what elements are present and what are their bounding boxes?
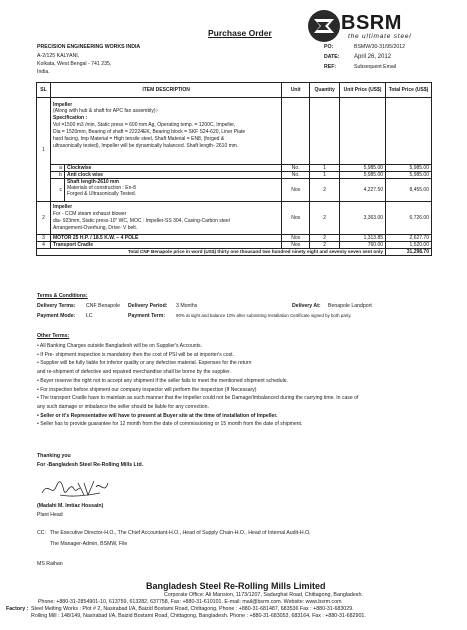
- item-line: dia- 923mm, Static press-10" WC, MOC : Impeller-SS 304, Casing-Carbon steel: [52, 218, 230, 224]
- row-sl: 4: [37, 242, 51, 249]
- footer-phone: Phone: +880-31-2854901-10, 613759, 613282, 637758, Fax: +880-31-610101. E-mail: mail@bsrm.com. Website: www.bsrm.com: [38, 599, 342, 605]
- item-description: [50, 202, 281, 235]
- supplier-address-line: India.: [37, 69, 50, 75]
- payment-term-label: Payment Term:: [128, 313, 166, 319]
- item-line: ultrasonically tested), Impeller will be dynamically balanced. Shaft length- 2610 mm.: [52, 143, 239, 149]
- delivery-terms-label: Delivery Terms:: [37, 303, 76, 309]
- unit-cell: Nos: [282, 235, 310, 242]
- footer-company-name: Bangladesh Steel Re-Rolling Mills Limited: [146, 581, 326, 591]
- header-unit-price: Unit Price (US$): [340, 83, 386, 98]
- unit-price-cell: 5,985.00: [340, 172, 386, 179]
- list-item: any such damage or imbalance the seller should be liable for any correction.: [37, 403, 209, 410]
- unit-cell: Nos: [282, 202, 310, 235]
- list-item: and re-shipment of defective and repaired merchandise shall be borne by the supplier.: [37, 369, 231, 376]
- item-line: Vol =1500 m3 /min, Static press = 600 mm Ag, Operating temp. = 1200C, Impeller,: [52, 122, 236, 128]
- total-price-cell: 1,520.00: [386, 242, 432, 249]
- item-line: (Along with hub & shaft for APC fan assembly):-: [52, 108, 159, 114]
- item-line: Impeller: [52, 204, 73, 210]
- qty-cell: 2: [310, 235, 340, 242]
- qty-cell: 1: [310, 172, 340, 179]
- qty-cell: 2: [310, 242, 340, 249]
- header-sl: SL: [37, 83, 51, 98]
- sub-description: Anti clock wise: [64, 172, 281, 179]
- signatory-title: Plant Head: [37, 512, 63, 518]
- sub-letter: a: [50, 165, 64, 172]
- cc-line: The Manager-Admin, BSMW, File: [50, 541, 128, 547]
- brand-name: BSRM: [341, 12, 402, 34]
- for-company-text: For -Bangladesh Steel Re-Rolling Mills Ltd.: [37, 462, 144, 468]
- unit-cell: No.: [282, 172, 310, 179]
- unit-price-cell: 760.00: [340, 242, 386, 249]
- qty-cell: 1: [310, 165, 340, 172]
- total-price-cell: 6,726.00: [386, 202, 432, 235]
- footer-factory-label: Factory :: [6, 606, 29, 612]
- item-line: For - CCM steam exhaust blower: [52, 211, 127, 217]
- total-price-cell: 5,985.00: [386, 172, 432, 179]
- header-item-description: ITEM DESCRIPTION: [50, 83, 281, 98]
- item-line: Arrangement-Overhung, Drive- V belt.: [52, 225, 138, 231]
- item-line: Forged & Ultrasonically Tested.: [66, 191, 137, 197]
- table-row: [37, 179, 432, 202]
- payment-term-value: 90% at sight and balance 10% after submitting Installation Certificate signed by both party.: [176, 313, 352, 318]
- list-item: • All Banking Charges outside Bangladesh will be on Supplier's Accounts.: [37, 343, 203, 349]
- signatory-name: (Madahi M. Imtiaz Hossain): [37, 503, 104, 509]
- list-item: • For inspection before shipment our company inspector will perform the inspection (If Necessary): [37, 386, 257, 393]
- header-quantity: Quantity: [310, 83, 340, 98]
- item-description: Transport Cradle: [50, 242, 281, 249]
- payment-mode-value: LC: [86, 313, 93, 319]
- delivery-period-label: Delivery Period:: [128, 303, 168, 309]
- other-terms-heading: Other Terms:: [37, 333, 70, 339]
- date-label: DATE:: [324, 54, 340, 60]
- footer-factory-line: Rolling Mill : 148/149, Nasirabad I/A, Baizid Bostami Road, Chittagong, Bangladesh. Phone : +880-31-683053, 683164, Fax : +880-31-682901.: [31, 613, 366, 619]
- thanking-text: Thanking you: [37, 453, 71, 459]
- list-item: • Seller or it's Representative will have to present at Buyer site at the time of installation of Impeller.: [37, 412, 278, 419]
- list-item: • Seller has to provide guarantee for 12 month from the date of commissioning or 15 month from the date of shipment.: [37, 421, 303, 428]
- supplier-address-line: A-2/125 KALYANI,: [37, 53, 80, 59]
- unit-price-cell: 3,363.00: [340, 202, 386, 235]
- item-description: [50, 98, 281, 165]
- payment-mode-label: Payment Mode:: [37, 313, 76, 319]
- table-row: [37, 172, 432, 179]
- sub-letter: c: [50, 179, 64, 202]
- sub-letter: b: [50, 172, 64, 179]
- unit-cell: No.: [282, 165, 310, 172]
- footer-corporate-office: Corporate Office: Ali Mansion, 1173/1207, Sadarghat Road, Chittagong, Bangladesh.: [164, 592, 363, 598]
- delivery-at-value: Benapole Landport: [328, 303, 372, 309]
- cc-label: CC:: [37, 530, 46, 536]
- unit-cell: Nos: [282, 179, 310, 202]
- unit-price-cell: 5,985.00: [340, 165, 386, 172]
- qty-cell: 2: [310, 179, 340, 202]
- total-price-cell: 8,455.00: [386, 179, 432, 202]
- total-row: [37, 249, 432, 256]
- total-price-cell: 2,627.70: [386, 235, 432, 242]
- row-sl: 1: [37, 98, 51, 202]
- row-sl: 3: [37, 235, 51, 242]
- item-line: Specification :: [52, 115, 88, 121]
- item-line: Shaft length-2610 mm: [66, 179, 119, 185]
- table-row: [37, 242, 432, 249]
- delivery-period-value: 3 Months: [176, 303, 198, 309]
- po-label: PO:: [324, 44, 334, 50]
- total-price-cell: 5,985.00: [386, 165, 432, 172]
- bsrm-logo-icon: [306, 8, 342, 44]
- list-item: • The transport Cradle have to maintain as such manner that the Impeller could not be Damage/Imbalanced during the carrying time. In case of: [37, 395, 359, 402]
- table-row: [37, 165, 432, 172]
- footer-factory-line: Steel Melting Works : Plot # 2, Nasirabad I/A, Baizid Bostami Road, Chittagong, Phone : +880-31-681487, 683536 Fax : +880-31-683029.: [31, 606, 354, 612]
- unit-price-cell: 4,227.50: [340, 179, 386, 202]
- qty-cell: 2: [310, 202, 340, 235]
- item-line: Impeller: [52, 102, 73, 108]
- supplier-name: PRECISION ENGINEERING WORKS INDIA: [37, 44, 141, 50]
- item-line: Materials of construction : En-8: [66, 185, 136, 191]
- total-in-words: Total CNF Benapole price in word (US$) thirty one thousand two hundred ninety eight and seventy seven sent only: [37, 249, 386, 256]
- ref-label: REF:: [324, 64, 337, 70]
- table-row: [37, 202, 432, 235]
- cc-line: The Executive Director-H.O., The Chief Accountant-H.O., Head of Supply Chain-H.O., Head of Internal Audit-H.O,: [50, 530, 311, 536]
- sub-description: Clockwise: [64, 165, 281, 172]
- table-row: [37, 235, 432, 242]
- terms-heading: Terms & Conditions:: [37, 293, 88, 299]
- unit-cell: Nos: [282, 242, 310, 249]
- signature-image: [40, 477, 110, 501]
- supplier-address-line: Kolkata, West Bengal - 741 235,: [37, 61, 112, 67]
- items-table: [36, 82, 432, 256]
- initials: MS Raihan: [37, 561, 63, 567]
- item-line: hard facing, Imp Material = High tensile steel, Shaft Material = EN8, (forged &: [52, 136, 225, 142]
- item-line: Dia = 1520mm, Bearing of shaft = 22224EK, Bearing block = SKF S24-620, Liner Plate: [52, 129, 246, 135]
- date-value: April 26, 2012: [354, 54, 392, 60]
- header-total-price: Total Price (US$): [386, 83, 432, 98]
- list-item: • Supplier will be fully liable for inferior quality or any defective material. Expenses for the return: [37, 360, 252, 367]
- header-unit: Unit: [282, 83, 310, 98]
- ref-value: Subsequent Email: [354, 64, 397, 70]
- delivery-terms-value: CNF Benapole: [86, 303, 121, 309]
- grand-total: 31,298.70: [386, 249, 432, 256]
- row-sl: 2: [37, 202, 51, 235]
- table-header-row: [37, 83, 432, 98]
- table-row: [37, 98, 432, 165]
- document-title: Purchase Order: [208, 28, 272, 38]
- other-terms-list: [37, 342, 358, 429]
- list-item: • If Pre- shipment inspection is mandatory then the cost of PSI will be at importer's cost.: [37, 351, 234, 358]
- brand-tagline: the ultimate steel: [348, 33, 412, 40]
- sub-description: [64, 179, 281, 202]
- po-number: BSMW/30-31/95/2012: [354, 44, 406, 50]
- unit-price-cell: 1,313.85: [340, 235, 386, 242]
- item-description: MOTOR 25 H.P. / 18.5 K.W. – 4 POLE: [50, 235, 281, 242]
- delivery-at-label: Delivery At:: [292, 303, 321, 309]
- list-item: • Buyer reserve the right not to accept any shipment if the seller fails to meet the mentioned shipment schedule.: [37, 377, 288, 384]
